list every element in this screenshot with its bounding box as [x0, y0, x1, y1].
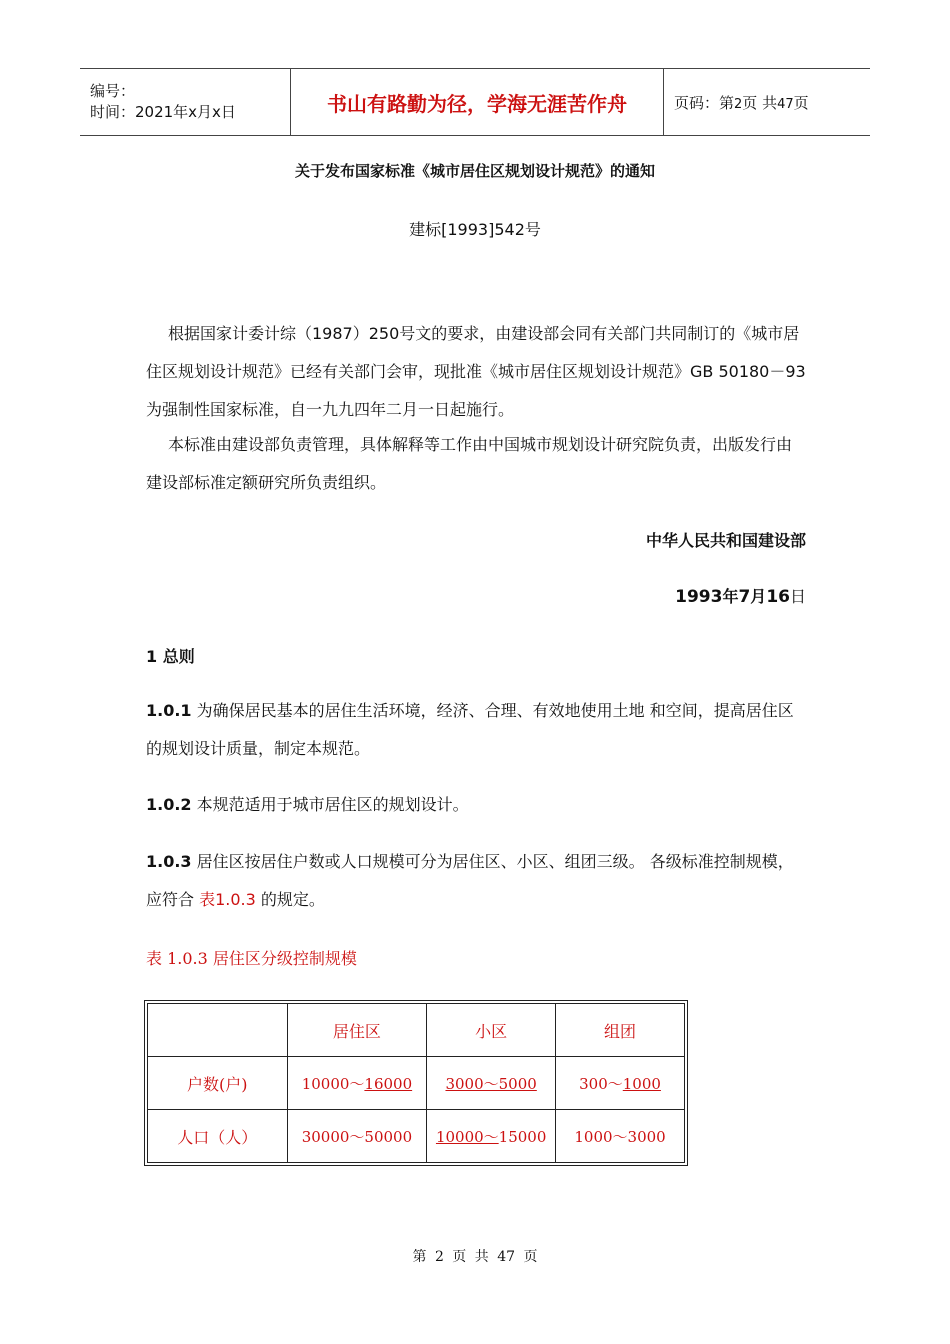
header-page-info: 页码：第2页 共47页 — [674, 93, 809, 112]
signature-org: 中华人民共和国建设部 — [645, 531, 806, 550]
table-cell: 1000～3000 — [556, 1110, 685, 1163]
row-label: 人口（人） — [148, 1110, 288, 1163]
table-cell: 30000～50000 — [287, 1110, 427, 1163]
clause-1-0-1: 1.0.1 为确保居民基本的居住生活环境，经济、合理、有效地使用土地 和空间，提高居住区的规划设计质量，制定本规范。 — [146, 701, 794, 758]
signature-date: 1993年7月16日 — [675, 587, 806, 607]
table-header-cell — [148, 1004, 288, 1057]
row-label: 户数(户) — [148, 1057, 288, 1110]
table-header-cell: 组团 — [556, 1004, 685, 1057]
table-header-cell: 小区 — [427, 1004, 556, 1057]
time-label: 时间：2021年x月x日 — [90, 103, 236, 121]
table-cell: 3000～5000 — [427, 1057, 556, 1110]
table-cell: 10000～16000 — [287, 1057, 427, 1110]
table-reference-link[interactable]: 表1.0.3 — [199, 890, 256, 909]
table-caption: 表 1.0.3 居住区分级控制规模 — [146, 949, 357, 968]
table-cell: 300～1000 — [556, 1057, 685, 1110]
paragraph-2: 本标准由建设部负责管理，具体解释等工作由中国城市规划设计研究院负责，出版发行由建设部标准定额研究所负责组织。 — [146, 435, 793, 492]
table-header-row — [148, 1004, 685, 1057]
clause-1-0-3: 1.0.3 居住区按居住户数或人口规模可分为居住区、小区、组团三级。 各级标准控制规模，应符合 表1.0.3 的规定。 — [146, 852, 794, 909]
document-number: 建标[1993]542号 — [409, 220, 541, 239]
scale-table — [144, 1000, 688, 1166]
table-row — [148, 1057, 685, 1110]
header-table — [80, 68, 870, 136]
number-label: 编号： — [90, 82, 136, 100]
page-footer: 第 2 页 共 47 页 — [412, 1249, 538, 1265]
document-title: 关于发布国家标准《城市居住区规划设计规范》的通知 — [294, 162, 655, 180]
header-motto: 书山有路勤为径，学海无涯苦作舟 — [291, 69, 664, 136]
table-cell: 10000～15000 — [427, 1110, 556, 1163]
header-meta — [80, 69, 291, 136]
clause-1-0-2: 1.0.2 本规范适用于城市居住区的规划设计。 — [146, 795, 469, 814]
section-heading: 1 总则 — [146, 647, 195, 666]
table-row — [148, 1110, 685, 1163]
table-header-cell: 居住区 — [287, 1004, 427, 1057]
paragraph-1: 根据国家计委计综（1987）250号文的要求，由建设部会同有关部门共同制订的《城市居住区规划设计规范》已经有关部门会审，现批准《城市居住区规划设计规范》GB 50180－93为强制性国家标准，自一九九四年二月一日起施行。 — [146, 324, 806, 419]
